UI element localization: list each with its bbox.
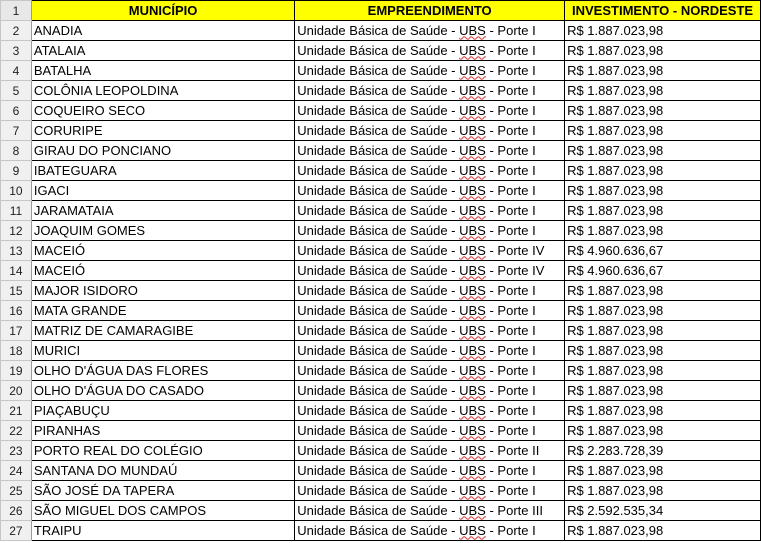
cell-municipio[interactable]: MURICI xyxy=(31,341,294,361)
empreendimento-prefix: Unidade Básica de Saúde - xyxy=(297,82,460,98)
empreendimento-prefix: Unidade Básica de Saúde - xyxy=(297,402,460,418)
cell-empreendimento[interactable] xyxy=(295,461,565,481)
cell-empreendimento[interactable] xyxy=(295,381,565,401)
spellcheck-word: UBS xyxy=(459,402,486,418)
empreendimento-porte: - Porte I xyxy=(485,122,536,138)
cell-investimento[interactable]: R$ 1.887.023,98 xyxy=(565,461,761,481)
table-row xyxy=(1,161,761,181)
cell-municipio[interactable]: MATRIZ DE CAMARAGIBE xyxy=(31,321,294,341)
spellcheck-word: UBS xyxy=(459,442,486,458)
table-row xyxy=(1,381,761,401)
cell-empreendimento[interactable] xyxy=(295,301,565,321)
cell-empreendimento[interactable] xyxy=(295,401,565,421)
cell-municipio[interactable]: JARAMATAIA xyxy=(31,201,294,221)
cell-empreendimento[interactable] xyxy=(295,521,565,541)
cell-empreendimento[interactable] xyxy=(295,221,565,241)
cell-empreendimento[interactable] xyxy=(295,21,565,41)
row-number[interactable]: 20 xyxy=(1,381,32,401)
cell-municipio[interactable]: IBATEGUARA xyxy=(31,161,294,181)
empreendimento-porte: - Porte I xyxy=(485,342,536,358)
empreendimento-porte: - Porte I xyxy=(485,222,536,238)
spellcheck-word: UBS xyxy=(459,62,486,78)
cell-municipio[interactable]: JOAQUIM GOMES xyxy=(31,221,294,241)
spellcheck-word: UBS xyxy=(459,122,486,138)
spellcheck-word: UBS xyxy=(459,82,486,98)
empreendimento-prefix: Unidade Básica de Saúde - xyxy=(297,22,460,38)
cell-municipio[interactable]: PIAÇABUÇU xyxy=(31,401,294,421)
row-number[interactable]: 27 xyxy=(1,521,32,541)
row-number[interactable]: 22 xyxy=(1,421,32,441)
cell-empreendimento[interactable] xyxy=(295,361,565,381)
table-row xyxy=(1,221,761,241)
cell-municipio[interactable]: TRAIPU xyxy=(31,521,294,541)
row-number[interactable]: 11 xyxy=(1,201,32,221)
empreendimento-prefix: Unidade Básica de Saúde - xyxy=(297,422,460,438)
empreendimento-prefix: Unidade Básica de Saúde - xyxy=(297,322,460,338)
table-row xyxy=(1,181,761,201)
cell-investimento[interactable]: R$ 1.887.023,98 xyxy=(565,61,761,81)
table-row xyxy=(1,141,761,161)
empreendimento-porte: - Porte I xyxy=(485,362,536,378)
spellcheck-word: UBS xyxy=(459,282,486,298)
row-number[interactable]: 10 xyxy=(1,181,32,201)
cell-empreendimento[interactable] xyxy=(295,181,565,201)
cell-municipio[interactable]: SANTANA DO MUNDAÚ xyxy=(31,461,294,481)
empreendimento-porte: - Porte I xyxy=(485,202,536,218)
row-number[interactable]: 5 xyxy=(1,81,32,101)
empreendimento-prefix: Unidade Básica de Saúde - xyxy=(297,502,460,518)
row-number[interactable]: 14 xyxy=(1,261,32,281)
empreendimento-prefix: Unidade Básica de Saúde - xyxy=(297,302,460,318)
empreendimento-porte: - Porte I xyxy=(485,282,536,298)
cell-investimento[interactable]: R$ 1.887.023,98 xyxy=(565,281,761,301)
spreadsheet-body xyxy=(1,1,761,541)
spellcheck-word: UBS xyxy=(459,142,486,158)
cell-municipio[interactable]: PIRANHAS xyxy=(31,421,294,441)
empreendimento-porte: - Porte III xyxy=(485,502,543,518)
empreendimento-prefix: Unidade Básica de Saúde - xyxy=(297,62,460,78)
cell-municipio[interactable]: BATALHA xyxy=(31,61,294,81)
spellcheck-word: UBS xyxy=(459,322,486,338)
row-number[interactable]: 4 xyxy=(1,61,32,81)
cell-investimento[interactable]: R$ 1.887.023,98 xyxy=(565,381,761,401)
cell-empreendimento[interactable] xyxy=(295,101,565,121)
spellcheck-word: UBS xyxy=(459,222,486,238)
cell-empreendimento[interactable] xyxy=(295,501,565,521)
spellcheck-word: UBS xyxy=(459,182,486,198)
spellcheck-word: UBS xyxy=(459,262,486,278)
cell-municipio[interactable]: CORURIPE xyxy=(31,121,294,141)
cell-investimento[interactable]: R$ 2.592.535,34 xyxy=(565,501,761,521)
empreendimento-prefix: Unidade Básica de Saúde - xyxy=(297,362,460,378)
spellcheck-word: UBS xyxy=(459,202,486,218)
cell-investimento[interactable]: R$ 1.887.023,98 xyxy=(565,481,761,501)
table-row xyxy=(1,441,761,461)
header-cell-empreendimento[interactable]: EMPREENDIMENTO xyxy=(295,1,565,21)
row-number[interactable]: 26 xyxy=(1,501,32,521)
header-cell-investimento[interactable]: INVESTIMENTO - NORDESTE xyxy=(565,1,761,21)
cell-investimento[interactable]: R$ 1.887.023,98 xyxy=(565,221,761,241)
cell-municipio[interactable]: PORTO REAL DO COLÉGIO xyxy=(31,441,294,461)
cell-investimento[interactable]: R$ 1.887.023,98 xyxy=(565,521,761,541)
empreendimento-prefix: Unidade Básica de Saúde - xyxy=(297,522,460,538)
cell-empreendimento[interactable] xyxy=(295,161,565,181)
cell-empreendimento[interactable] xyxy=(295,141,565,161)
cell-municipio[interactable]: IGACI xyxy=(31,181,294,201)
spellcheck-word: UBS xyxy=(459,522,486,538)
cell-empreendimento[interactable] xyxy=(295,61,565,81)
cell-empreendimento[interactable] xyxy=(295,201,565,221)
cell-municipio[interactable]: GIRAU DO PONCIANO xyxy=(31,141,294,161)
row-number[interactable]: 13 xyxy=(1,241,32,261)
empreendimento-porte: - Porte I xyxy=(485,322,536,338)
row-number[interactable]: 21 xyxy=(1,401,32,421)
row-number[interactable]: 17 xyxy=(1,321,32,341)
cell-investimento[interactable]: R$ 1.887.023,98 xyxy=(565,401,761,421)
empreendimento-porte: - Porte IV xyxy=(485,242,545,258)
table-row xyxy=(1,281,761,301)
cell-investimento[interactable]: R$ 2.283.728,39 xyxy=(565,441,761,461)
empreendimento-prefix: Unidade Básica de Saúde - xyxy=(297,482,460,498)
empreendimento-prefix: Unidade Básica de Saúde - xyxy=(297,342,460,358)
spellcheck-word: UBS xyxy=(459,482,486,498)
spellcheck-word: UBS xyxy=(459,382,486,398)
empreendimento-porte: - Porte IV xyxy=(485,262,545,278)
empreendimento-porte: - Porte I xyxy=(485,82,536,98)
table-row xyxy=(1,341,761,361)
cell-empreendimento[interactable] xyxy=(295,41,565,61)
cell-investimento[interactable]: R$ 1.887.023,98 xyxy=(565,361,761,381)
row-number[interactable]: 7 xyxy=(1,121,32,141)
table-row xyxy=(1,321,761,341)
empreendimento-prefix: Unidade Básica de Saúde - xyxy=(297,382,460,398)
cell-municipio[interactable]: OLHO D'ÁGUA DO CASADO xyxy=(31,381,294,401)
header-row xyxy=(1,1,761,21)
empreendimento-prefix: Unidade Básica de Saúde - xyxy=(297,202,460,218)
empreendimento-prefix: Unidade Básica de Saúde - xyxy=(297,102,460,118)
cell-investimento[interactable]: R$ 1.887.023,98 xyxy=(565,81,761,101)
cell-investimento[interactable]: R$ 1.887.023,98 xyxy=(565,301,761,321)
table-row xyxy=(1,521,761,541)
spellcheck-word: UBS xyxy=(459,502,486,518)
empreendimento-prefix: Unidade Básica de Saúde - xyxy=(297,262,460,278)
empreendimento-porte: - Porte I xyxy=(485,142,536,158)
cell-investimento[interactable]: R$ 1.887.023,98 xyxy=(565,341,761,361)
table-row xyxy=(1,301,761,321)
empreendimento-prefix: Unidade Básica de Saúde - xyxy=(297,222,460,238)
table-row xyxy=(1,101,761,121)
empreendimento-porte: - Porte I xyxy=(485,402,536,418)
spellcheck-word: UBS xyxy=(459,162,486,178)
empreendimento-porte: - Porte I xyxy=(485,62,536,78)
cell-municipio[interactable]: ATALAIA xyxy=(31,41,294,61)
cell-investimento[interactable]: R$ 1.887.023,98 xyxy=(565,201,761,221)
table-row xyxy=(1,361,761,381)
spellcheck-word: UBS xyxy=(459,22,486,38)
cell-investimento[interactable]: R$ 1.887.023,98 xyxy=(565,41,761,61)
empreendimento-porte: - Porte II xyxy=(485,442,540,458)
row-number[interactable]: 19 xyxy=(1,361,32,381)
cell-empreendimento[interactable] xyxy=(295,281,565,301)
cell-investimento[interactable]: R$ 1.887.023,98 xyxy=(565,141,761,161)
cell-investimento[interactable]: R$ 1.887.023,98 xyxy=(565,321,761,341)
row-number[interactable]: 25 xyxy=(1,481,32,501)
row-number[interactable]: 9 xyxy=(1,161,32,181)
cell-municipio[interactable]: COLÔNIA LEOPOLDINA xyxy=(31,81,294,101)
empreendimento-porte: - Porte I xyxy=(485,382,536,398)
empreendimento-porte: - Porte I xyxy=(485,462,536,478)
spellcheck-word: UBS xyxy=(459,242,486,258)
table-row xyxy=(1,461,761,481)
table-row xyxy=(1,421,761,441)
cell-investimento[interactable]: R$ 1.887.023,98 xyxy=(565,181,761,201)
row-number[interactable]: 16 xyxy=(1,301,32,321)
cell-municipio[interactable]: ANADIA xyxy=(31,21,294,41)
cell-municipio[interactable]: SÃO MIGUEL DOS CAMPOS xyxy=(31,501,294,521)
empreendimento-porte: - Porte I xyxy=(485,422,536,438)
table-row xyxy=(1,261,761,281)
empreendimento-prefix: Unidade Básica de Saúde - xyxy=(297,462,460,478)
row-number[interactable]: 23 xyxy=(1,441,32,461)
spellcheck-word: UBS xyxy=(459,422,486,438)
cell-empreendimento[interactable] xyxy=(295,441,565,461)
empreendimento-prefix: Unidade Básica de Saúde - xyxy=(297,242,460,258)
cell-municipio[interactable]: SÃO JOSÉ DA TAPERA xyxy=(31,481,294,501)
spellcheck-word: UBS xyxy=(459,302,486,318)
row-number[interactable]: 24 xyxy=(1,461,32,481)
cell-empreendimento[interactable] xyxy=(295,321,565,341)
row-number[interactable]: 8 xyxy=(1,141,32,161)
header-cell-municipio[interactable]: MUNICÍPIO xyxy=(31,1,294,21)
cell-investimento[interactable]: R$ 1.887.023,98 xyxy=(565,101,761,121)
cell-investimento[interactable]: R$ 4.960.636,67 xyxy=(565,261,761,281)
cell-municipio[interactable]: OLHO D'ÁGUA DAS FLORES xyxy=(31,361,294,381)
empreendimento-porte: - Porte I xyxy=(485,162,536,178)
row-number[interactable]: 2 xyxy=(1,21,32,41)
spellcheck-word: UBS xyxy=(459,462,486,478)
empreendimento-prefix: Unidade Básica de Saúde - xyxy=(297,122,460,138)
cell-empreendimento[interactable] xyxy=(295,421,565,441)
table-row xyxy=(1,61,761,81)
empreendimento-porte: - Porte I xyxy=(485,182,536,198)
cell-empreendimento[interactable] xyxy=(295,121,565,141)
table-row xyxy=(1,81,761,101)
cell-empreendimento[interactable] xyxy=(295,481,565,501)
row-number[interactable]: 18 xyxy=(1,341,32,361)
spellcheck-word: UBS xyxy=(459,102,486,118)
cell-empreendimento[interactable] xyxy=(295,341,565,361)
empreendimento-prefix: Unidade Básica de Saúde - xyxy=(297,442,460,458)
empreendimento-prefix: Unidade Básica de Saúde - xyxy=(297,42,460,58)
empreendimento-porte: - Porte I xyxy=(485,22,536,38)
cell-empreendimento[interactable] xyxy=(295,81,565,101)
row-number[interactable]: 1 xyxy=(1,1,32,21)
empreendimento-prefix: Unidade Básica de Saúde - xyxy=(297,282,460,298)
cell-investimento[interactable]: R$ 1.887.023,98 xyxy=(565,161,761,181)
empreendimento-porte: - Porte I xyxy=(485,482,536,498)
empreendimento-prefix: Unidade Básica de Saúde - xyxy=(297,182,460,198)
cell-municipio[interactable]: MACEIÓ xyxy=(31,261,294,281)
table-row xyxy=(1,401,761,421)
row-number[interactable]: 12 xyxy=(1,221,32,241)
row-number[interactable]: 3 xyxy=(1,41,32,61)
cell-investimento[interactable]: R$ 1.887.023,98 xyxy=(565,121,761,141)
spellcheck-word: UBS xyxy=(459,342,486,358)
spellcheck-word: UBS xyxy=(459,42,486,58)
cell-municipio[interactable]: MACEIÓ xyxy=(31,241,294,261)
cell-investimento[interactable]: R$ 1.887.023,98 xyxy=(565,421,761,441)
empreendimento-porte: - Porte I xyxy=(485,102,536,118)
cell-investimento[interactable]: R$ 4.960.636,67 xyxy=(565,241,761,261)
table-row xyxy=(1,41,761,61)
cell-empreendimento[interactable] xyxy=(295,261,565,281)
table-row xyxy=(1,21,761,41)
empreendimento-porte: - Porte I xyxy=(485,302,536,318)
cell-empreendimento[interactable] xyxy=(295,241,565,261)
table-row xyxy=(1,121,761,141)
empreendimento-prefix: Unidade Básica de Saúde - xyxy=(297,142,460,158)
empreendimento-prefix: Unidade Básica de Saúde - xyxy=(297,162,460,178)
empreendimento-porte: - Porte I xyxy=(485,42,536,58)
table-row xyxy=(1,241,761,261)
cell-municipio[interactable]: MAJOR ISIDORO xyxy=(31,281,294,301)
cell-municipio[interactable]: COQUEIRO SECO xyxy=(31,101,294,121)
empreendimento-porte: - Porte I xyxy=(485,522,536,538)
cell-municipio[interactable]: MATA GRANDE xyxy=(31,301,294,321)
spellcheck-word: UBS xyxy=(459,362,486,378)
table-row xyxy=(1,201,761,221)
table-row xyxy=(1,501,761,521)
row-number[interactable]: 15 xyxy=(1,281,32,301)
row-number[interactable]: 6 xyxy=(1,101,32,121)
cell-investimento[interactable]: R$ 1.887.023,98 xyxy=(565,21,761,41)
table-row xyxy=(1,481,761,501)
